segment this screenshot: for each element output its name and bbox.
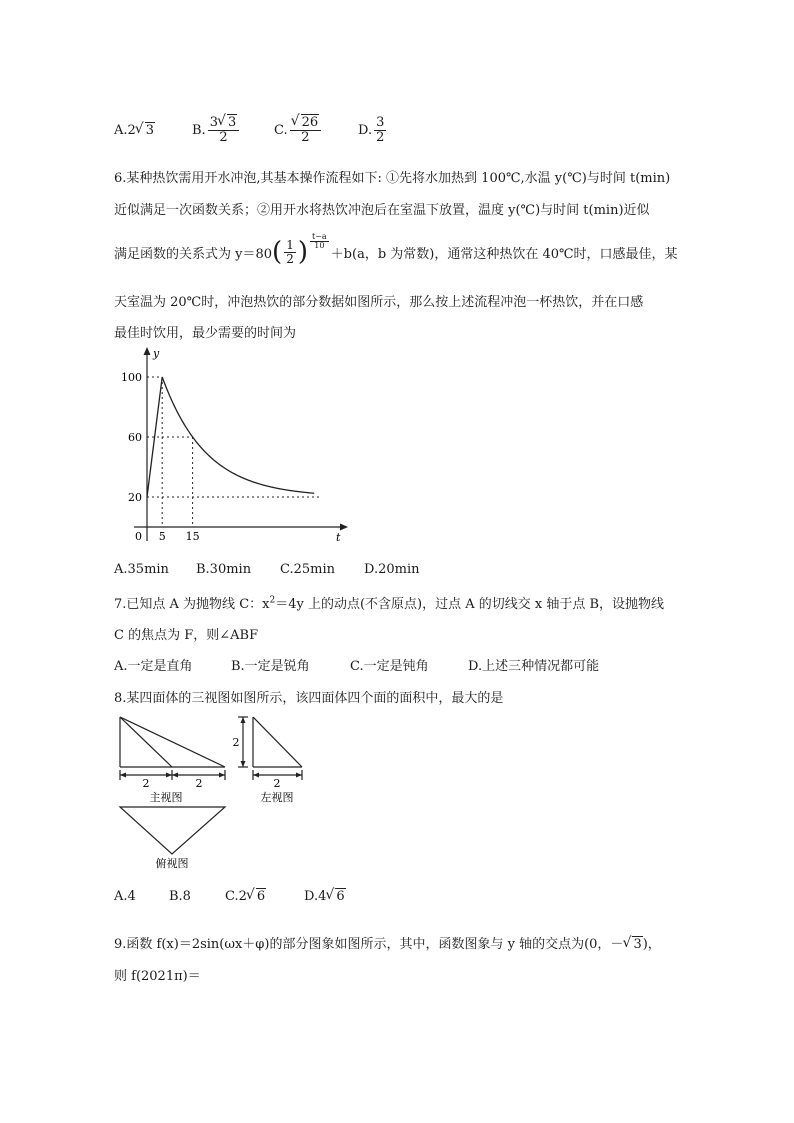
- q8-line-1: 8.某四面体的三视图如图所示，该四面体四个面的面积中，最大的是: [114, 691, 504, 706]
- sqrt-3: √ 3: [136, 123, 155, 138]
- q9-line-1: 9.函数 f(x)＝2sin(ωx＋φ)的部分图象如图所示，其中，函数图象与 y 轴的交点为(0，－√ 3)，: [114, 933, 661, 952]
- side-view: [238, 717, 302, 780]
- y-axis-label: y: [153, 347, 160, 360]
- arrow-icon: [241, 717, 246, 723]
- front-view-label: 主视图: [149, 791, 183, 804]
- heating-line: [147, 377, 162, 497]
- q6-option-b: B.30min: [196, 562, 252, 577]
- y-tick-label: 20: [128, 491, 142, 504]
- q6-line-4: 天室温为 20℃时，冲泡热饮的部分数据如图所示，那么按上述流程冲泡一杯热饮，并在口感: [114, 295, 644, 310]
- y-axis-arrow-icon: [144, 347, 151, 355]
- x-tick-label: 15: [185, 530, 200, 543]
- exponent-fraction: $\frac{t-a}{10}$: [311, 231, 327, 251]
- q6-option-c: C.25min: [280, 562, 336, 577]
- q6-option-a: A.35min: [114, 562, 169, 577]
- q8-option-b: B.8: [169, 889, 191, 904]
- y-tick-label: 100: [121, 371, 142, 384]
- q5-options: [114, 108, 388, 152]
- arrow-icon: [172, 773, 178, 778]
- q7-option-b: B.一定是锐角: [231, 659, 310, 674]
- arrow-icon: [253, 773, 259, 778]
- q6-line-3: 满足函数的关系式为 y＝80 ( $\frac{1}{2}$ ) $\frac{t-a}{10}$ ＋b(a，b 为常数)，通常这种热饮在 40℃时，口感最佳，某: [114, 231, 678, 267]
- side-dim-height: 2: [232, 736, 240, 749]
- x-tick-label: 5: [158, 530, 166, 543]
- q7-options: [114, 655, 599, 674]
- q8-options: [114, 889, 346, 904]
- fraction-3sqrt3-over-2: $\frac{3√ 3}{2}$: [208, 116, 240, 144]
- top-view-label: 俯视图: [155, 857, 189, 870]
- temperature-time-chart: [110, 345, 350, 550]
- fraction-3-over-2: $\frac{3}{2}$: [376, 114, 385, 145]
- x-axis-arrow-icon: [340, 524, 348, 531]
- arrow-icon: [296, 773, 302, 778]
- front-dim-left: 2: [142, 777, 150, 790]
- q7-line-1: 7.已知点 A 为抛物线 C：$x^2=4y$ 上的动点(不含原点)，过点 A 的切线交 x 轴于点 B，设抛物线: [114, 595, 665, 612]
- q7-line-2: C 的焦点为 F，则∠ABF: [114, 628, 259, 643]
- x-axis-label: t: [336, 531, 341, 544]
- front-view: [120, 717, 225, 780]
- q7-option-c: C.一定是钝角: [350, 659, 429, 674]
- y-tick-label: 60: [128, 431, 142, 444]
- q9-line-2: 则 f(2021π)＝: [114, 969, 201, 984]
- front-dim-right: 2: [195, 777, 203, 790]
- arrow-icon: [241, 761, 246, 767]
- arrow-icon: [166, 773, 172, 778]
- q6-line-5: 最佳时饮用，最少需要的时间为: [114, 326, 297, 341]
- q5-option-b: B. $\frac{3√ 3}{2}$: [192, 116, 274, 144]
- q7-option-d: D.上述三种情况都可能: [468, 659, 600, 674]
- q8-option-c: C.2√ 6: [225, 889, 304, 904]
- arrow-icon: [120, 773, 126, 778]
- q8-option-d: D.4√ 6: [304, 889, 346, 904]
- origin-label: 0: [135, 530, 142, 543]
- q6-line-2: 近似满足一次函数关系；②用开水将热饮冲泡后在室温下放置，温度 y(℃)与时间 t(min)近似: [114, 203, 650, 218]
- arrow-icon: [219, 773, 225, 778]
- side-view-label: 左视图: [260, 791, 294, 804]
- fraction-sqrt26-over-2: √ $\frac{26}{2}$: [290, 116, 322, 144]
- top-view: [120, 807, 225, 854]
- q6-options: [114, 562, 420, 577]
- side-dim-base: 2: [273, 777, 281, 790]
- q6-line-1: 6.某种热饮需用开水冲泡,其基本操作流程如下: ①先将水加热到 100℃,水温 y(℃)与时间 t(min): [114, 171, 671, 186]
- q5-option-d: D. $\frac{3}{2}$: [358, 114, 385, 145]
- cooling-curve: [162, 377, 314, 493]
- q7-option-a: A.一定是直角: [114, 659, 193, 674]
- formula-half-power: ( $\frac{1}{2}$ ) $\frac{t-a}{10}$: [272, 231, 327, 267]
- q6-option-d: D.20min: [364, 562, 420, 577]
- three-view-figure: [110, 712, 310, 872]
- q5-option-a: A.2 √ 3: [114, 123, 192, 138]
- q5-option-c: C. √ $\frac{26}{2}$: [274, 116, 358, 144]
- q8-option-a: A.4: [114, 889, 136, 904]
